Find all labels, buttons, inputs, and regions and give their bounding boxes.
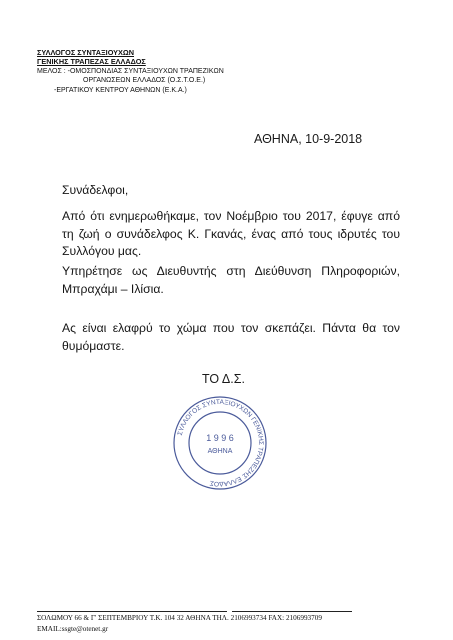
stamp-ring-text: ΣΥΛΛΟΓΟΣ ΣΥΝΤΑΞΙΟΥΧΩΝ ΓΕΝΙΚΗΣ ΤΡΑΠΕΖΗΣ ΕΛΛΑΔΟΣ [176, 398, 265, 488]
association-stamp [170, 393, 270, 493]
stamp-city: ΑΘΗΝΑ [207, 448, 233, 455]
organization-name-line2: ΓΕΝΙΚΗΣ ΤΡΑΠΕΖΑΣ ΕΛΛΑΔΟΣ [37, 57, 146, 66]
membership-item1-line1: -ΟΜΟΣΠΟΝΔΙΑΣ ΣΥΝΤΑΞΙΟΥΧΩΝ ΤΡΑΠΕΖΙΚΩΝ [67, 68, 224, 75]
membership-line1 [37, 67, 224, 76]
organization-name-line1: ΣΥΛΛΟΓΟΣ ΣΥΝΤΑΞΙΟΥΧΩΝ [37, 48, 135, 57]
footer-divider-right [232, 611, 352, 612]
footer-address: ΣΟΛΩΜΟΥ 66 & Γ' ΣΕΠΤΕΜΒΡΙΟΥ Τ.Κ. 104 32 ΑΘΗΝΑ ΤΗΛ. 2106993734 FAX: 2106993709 [37, 614, 322, 622]
signature: ΤΟ Δ.Σ. [202, 372, 245, 386]
membership-item2: -ΕΡΓΑΤΙΚΟΥ ΚΕΝΤΡΟΥ ΑΘΗΝΩΝ (Ε.Κ.Α.) [54, 87, 187, 94]
stamp-year: 1 9 9 6 [206, 433, 234, 443]
membership-label: ΜΕΛΟΣ : [37, 68, 66, 75]
footer-email: EMAIL:ssgte@otenet.gr [37, 625, 109, 633]
stamp-outer-ring [174, 397, 266, 489]
greeting: Συνάδελφοι, [62, 183, 129, 197]
letter-date: ΑΘΗΝΑ, 10-9-2018 [254, 132, 363, 146]
stamp-inner-ring [189, 412, 251, 474]
paragraph-2: Υπηρέτησε ως Διευθυντής στη Διεύθυνση Πληροφοριών, Μπραχάμι – Ιλίσια. [62, 264, 400, 296]
paragraph-1: Από ότι ενημερωθήκαμε, τον Νοέμβριο του 2017, έφυγε από τη ζωή ο συνάδελφος Κ. Γκανάς, ένας από τους ιδρυτές του Συλλόγου μας. [62, 209, 400, 258]
paragraph-3: Ας είναι ελαφρύ το χώμα που τον σκεπάζει. Πάντα θα τον θυμόμαστε. [62, 321, 400, 353]
membership-item1-line2: ΟΡΓΑΝΩΣΕΩΝ ΕΛΛΑΔΟΣ (Ο.Σ.Τ.Ο.Ε.) [83, 77, 206, 84]
footer-divider [37, 611, 227, 612]
